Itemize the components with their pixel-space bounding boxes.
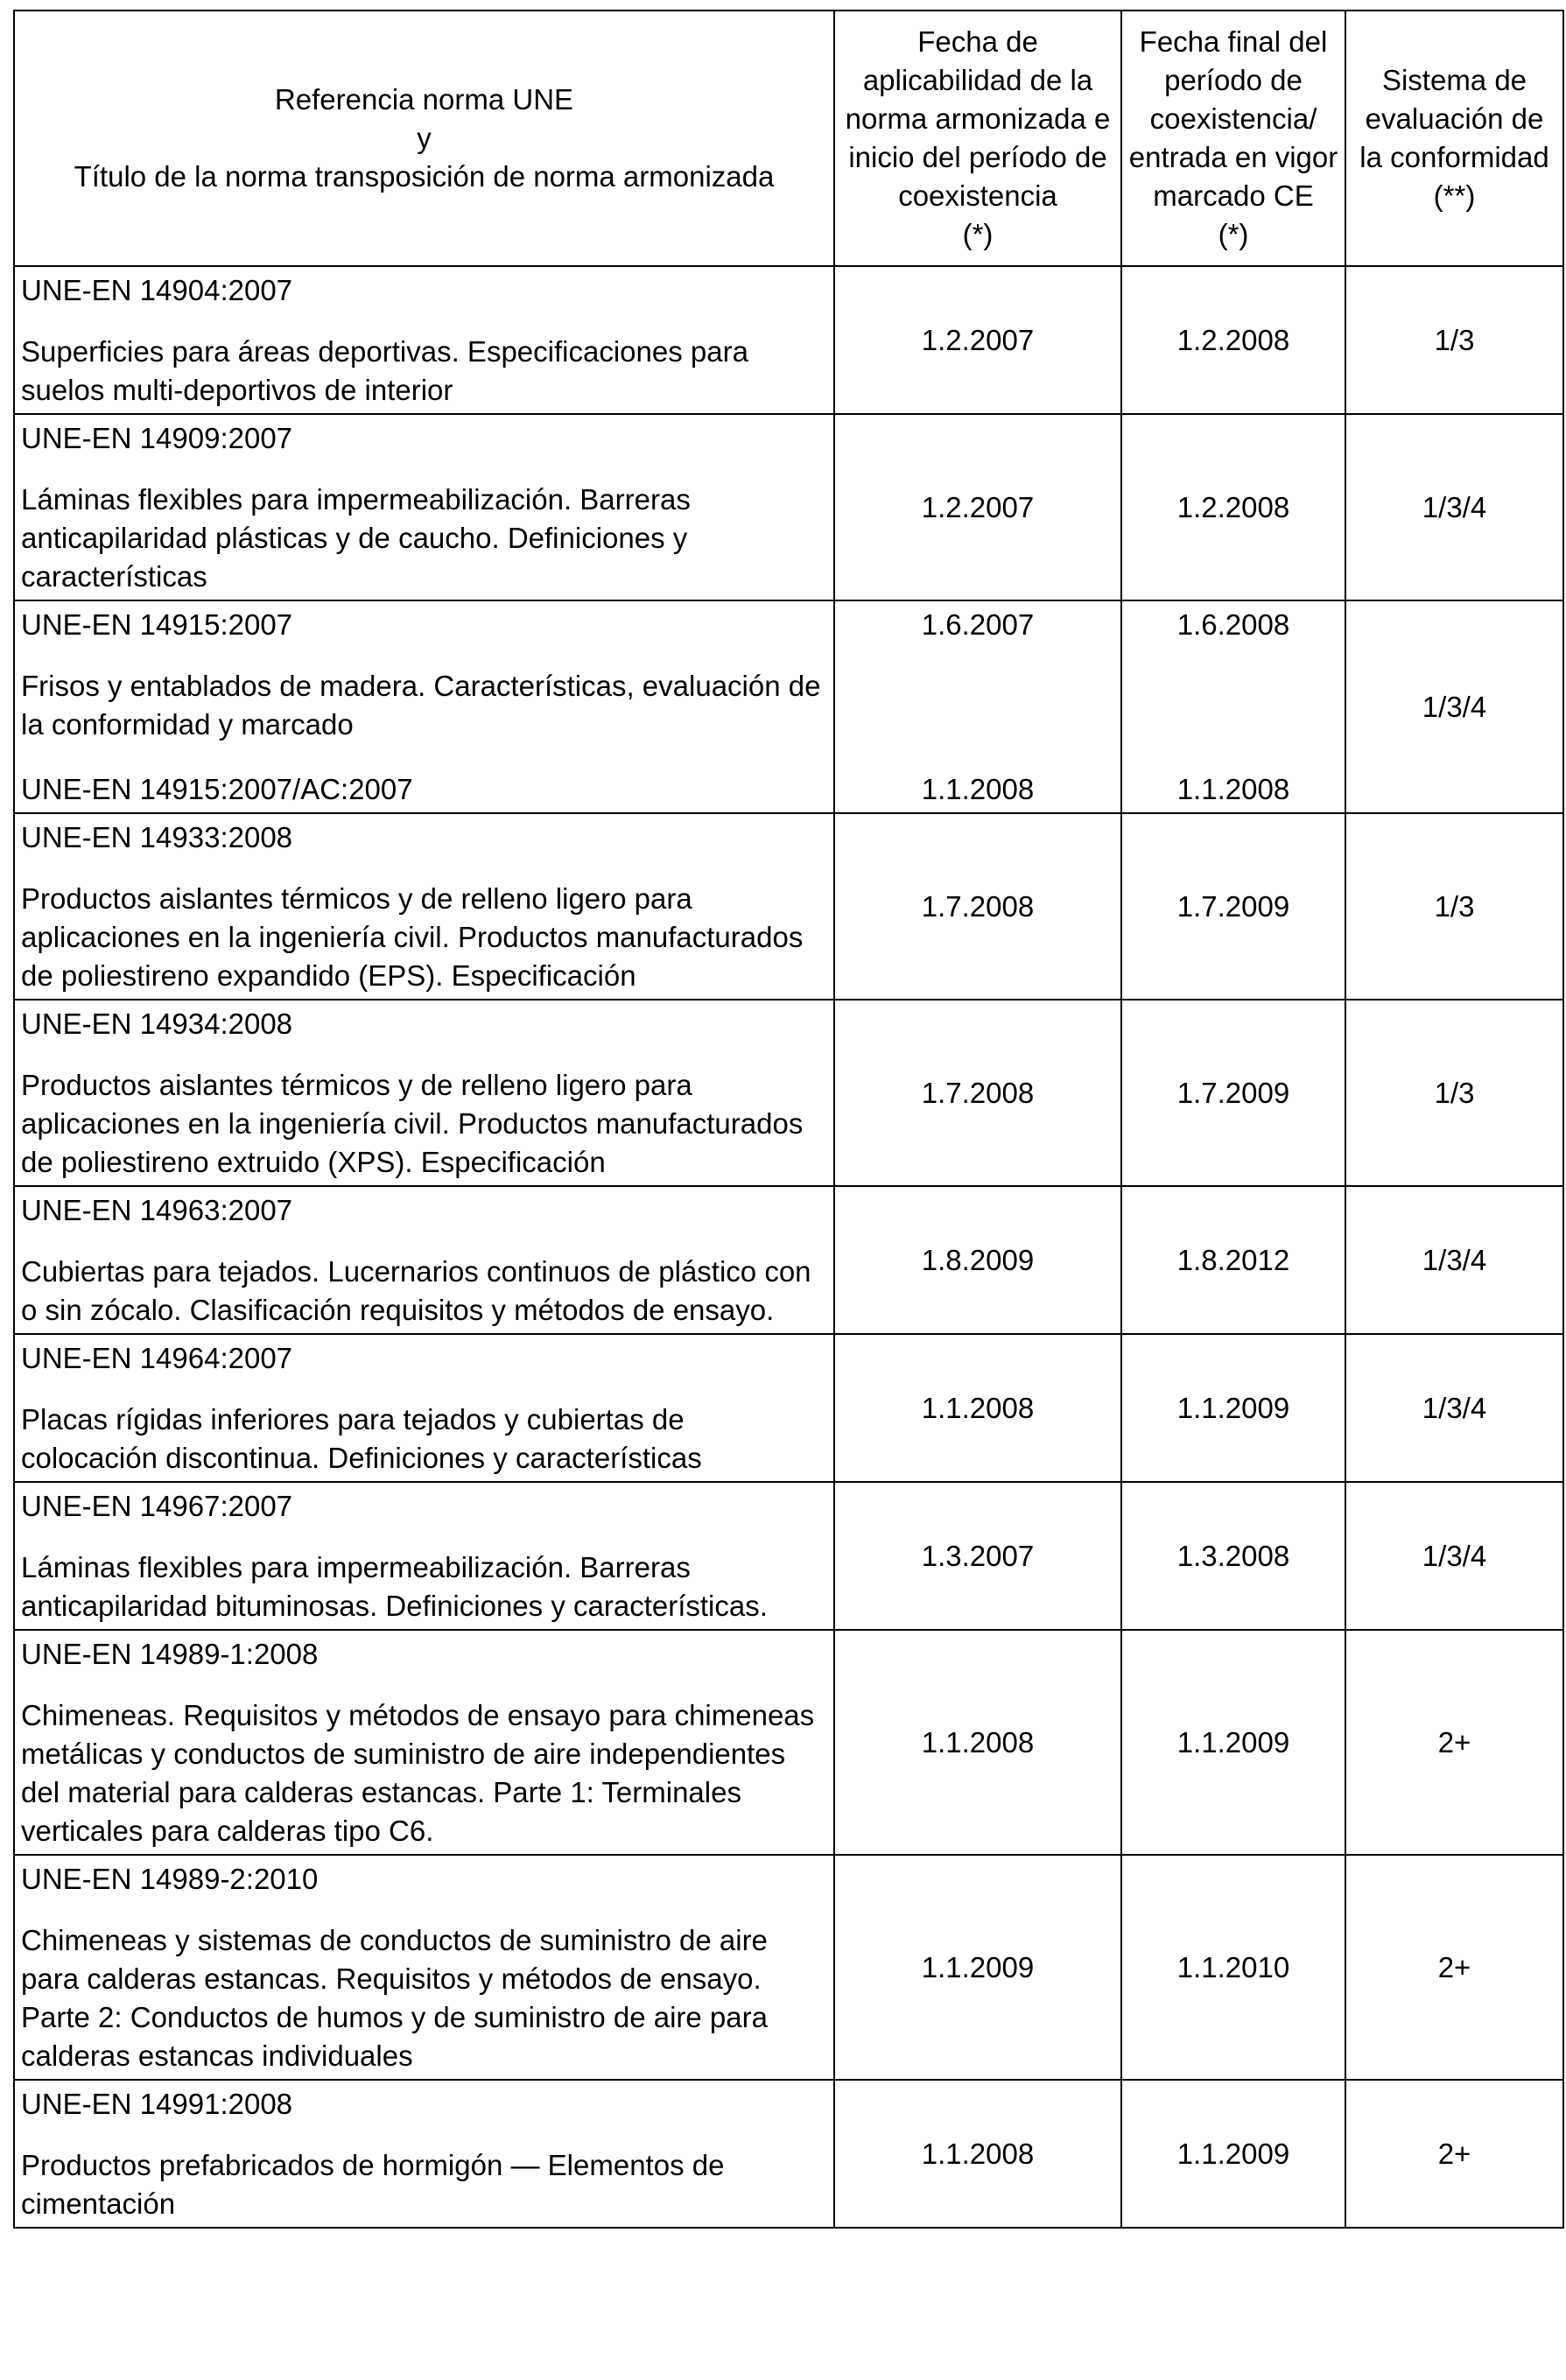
conformity-system: 2+ [1345, 1855, 1563, 2080]
conformity-system: 1/3 [1345, 1000, 1563, 1186]
standard-code: UNE-EN 14933:2008 [21, 821, 293, 853]
standard-title: Chimeneas y sistemas de conductos de suministro de aire para calderas estancas. Requisitos y métodos de ensayo. Parte 2: Conductos de humos y de suministro de aire para calderas estancas individuales [21, 1924, 768, 2072]
table-row [14, 1186, 1563, 1334]
conformity-system: 1/3 [1345, 813, 1563, 1000]
reference-cell [14, 1334, 834, 1482]
reference-cell [14, 600, 834, 813]
standard-code: UNE-EN 14909:2007 [21, 422, 293, 454]
reference-cell [14, 1855, 834, 2080]
applicability-date: 1.8.2009 [834, 1186, 1121, 1334]
reference-cell [14, 1186, 834, 1334]
applicability-date-original: 1.6.2007 [921, 608, 1035, 641]
standard-title: Cubiertas para tejados. Lucernarios continuos de plástico con o sin zócalo. Clasificación requisitos y métodos de ensayo. [21, 1255, 811, 1326]
table-row [14, 1482, 1563, 1630]
table-row [14, 1334, 1563, 1482]
reference-cell [14, 266, 834, 414]
applicability-date: 1.3.2007 [834, 1482, 1121, 1630]
standard-title: Placas rígidas inferiores para tejados y cubiertas de colocación discontinua. Definiciones y características [21, 1403, 702, 1474]
standard-code: UNE-EN 14989-2:2010 [21, 1863, 319, 1895]
conformity-system: 1/3/4 [1345, 600, 1563, 813]
standard-title: Productos aislantes térmicos y de relleno ligero para aplicaciones en la ingeniería civil. Productos manufacturados de poliestireno expandido (EPS). Especificación [21, 882, 804, 992]
applicability-date: 1.1.2009 [834, 1855, 1121, 2080]
reference-cell [14, 2080, 834, 2228]
standard-code: UNE-EN 14964:2007 [21, 1342, 293, 1374]
table-row [14, 1855, 1563, 2080]
standard-title: Láminas flexibles para impermeabilización. Barreras anticapilaridad bituminosas. Definiciones y características. [21, 1551, 768, 1622]
table-row [14, 1000, 1563, 1186]
coexistence-end-date: 1.8.2012 [1121, 1186, 1345, 1334]
standard-title: Chimeneas. Requisitos y métodos de ensayo para chimeneas metálicas y conductos de suministro de aire independientes del material para calderas estancas. Parte 1: Terminales verticales para calderas tipo C6. [21, 1699, 815, 1847]
standard-code: UNE-EN 14989-1:2008 [21, 1638, 319, 1670]
table-row [14, 2080, 1563, 2228]
coexistence-end-date: 1.3.2008 [1121, 1482, 1345, 1630]
applicability-date [834, 600, 1121, 813]
standard-code: UNE-EN 14963:2007 [21, 1194, 293, 1226]
standard-title: Productos aislantes térmicos y de relleno ligero para aplicaciones en la ingeniería civil. Productos manufacturados de poliestireno extruido (XPS). Especificación [21, 1069, 804, 1178]
applicability-date: 1.2.2007 [834, 266, 1121, 414]
coexistence-end-date: 1.7.2009 [1121, 1000, 1345, 1186]
reference-cell [14, 1482, 834, 1630]
conformity-system: 1/3/4 [1345, 1334, 1563, 1482]
conformity-system: 1/3/4 [1345, 414, 1563, 600]
reference-cell [14, 414, 834, 600]
standard-code: UNE-EN 14904:2007 [21, 274, 293, 306]
standard-code: UNE-EN 14934:2008 [21, 1007, 293, 1040]
header-conformity-system: Sistema de evaluación de la conformidad (**) [1345, 11, 1563, 266]
applicability-date-amendment: 1.1.2008 [921, 773, 1035, 805]
coexistence-end-date: 1.2.2008 [1121, 414, 1345, 600]
standard-code: UNE-EN 14915:2007 [21, 608, 293, 641]
coexistence-end-date-amendment: 1.1.2008 [1176, 773, 1290, 805]
header-applicability-date: Fecha de aplicabilidad de la norma armonizada e inicio del período de coexistencia (*) [834, 11, 1121, 266]
conformity-system: 1/3 [1345, 266, 1563, 414]
standards-table [13, 10, 1564, 2229]
standard-code: UNE-EN 14991:2008 [21, 2088, 293, 2120]
header-coexistence-end-date: Fecha final del período de coexistencia/ entrada en vigor marcado CE (*) [1121, 11, 1345, 266]
standard-title: Productos prefabricados de hormigón — Elementos de cimentación [21, 2149, 725, 2220]
coexistence-end-date: 1.2.2008 [1121, 266, 1345, 414]
header-row [14, 11, 1563, 266]
table-row [14, 600, 1563, 813]
coexistence-end-date: 1.1.2009 [1121, 2080, 1345, 2228]
table-row [14, 266, 1563, 414]
table-row [14, 813, 1563, 1000]
coexistence-end-date: 1.1.2009 [1121, 1630, 1345, 1855]
standard-title: Superficies para áreas deportivas. Especificaciones para suelos multi-deportivos de interior [21, 335, 748, 406]
applicability-date: 1.7.2008 [834, 813, 1121, 1000]
standard-code-amendment: UNE-EN 14915:2007/AC:2007 [21, 773, 413, 805]
conformity-system: 1/3/4 [1345, 1482, 1563, 1630]
applicability-date: 1.7.2008 [834, 1000, 1121, 1186]
reference-cell [14, 1000, 834, 1186]
reference-cell [14, 1630, 834, 1855]
conformity-system: 1/3/4 [1345, 1186, 1563, 1334]
reference-cell [14, 813, 834, 1000]
coexistence-end-date: 1.1.2010 [1121, 1855, 1345, 2080]
coexistence-end-date: 1.1.2009 [1121, 1334, 1345, 1482]
table-row [14, 1630, 1563, 1855]
coexistence-end-date: 1.7.2009 [1121, 813, 1345, 1000]
standard-title: Láminas flexibles para impermeabilización. Barreras anticapilaridad plásticas y de caucho. Definiciones y características [21, 483, 691, 593]
coexistence-end-date [1121, 600, 1345, 813]
conformity-system: 2+ [1345, 2080, 1563, 2228]
standard-code: UNE-EN 14967:2007 [21, 1490, 293, 1522]
conformity-system: 2+ [1345, 1630, 1563, 1855]
applicability-date: 1.1.2008 [834, 1334, 1121, 1482]
applicability-date: 1.1.2008 [834, 1630, 1121, 1855]
table-row [14, 414, 1563, 600]
coexistence-end-date-original: 1.6.2008 [1176, 608, 1290, 641]
header-reference-title: Referencia norma UNE y Título de la norma transposición de norma armonizada [14, 11, 834, 266]
applicability-date: 1.1.2008 [834, 2080, 1121, 2228]
applicability-date: 1.2.2007 [834, 414, 1121, 600]
standard-title: Frisos y entablados de madera. Características, evaluación de la conformidad y marcado [21, 670, 821, 741]
